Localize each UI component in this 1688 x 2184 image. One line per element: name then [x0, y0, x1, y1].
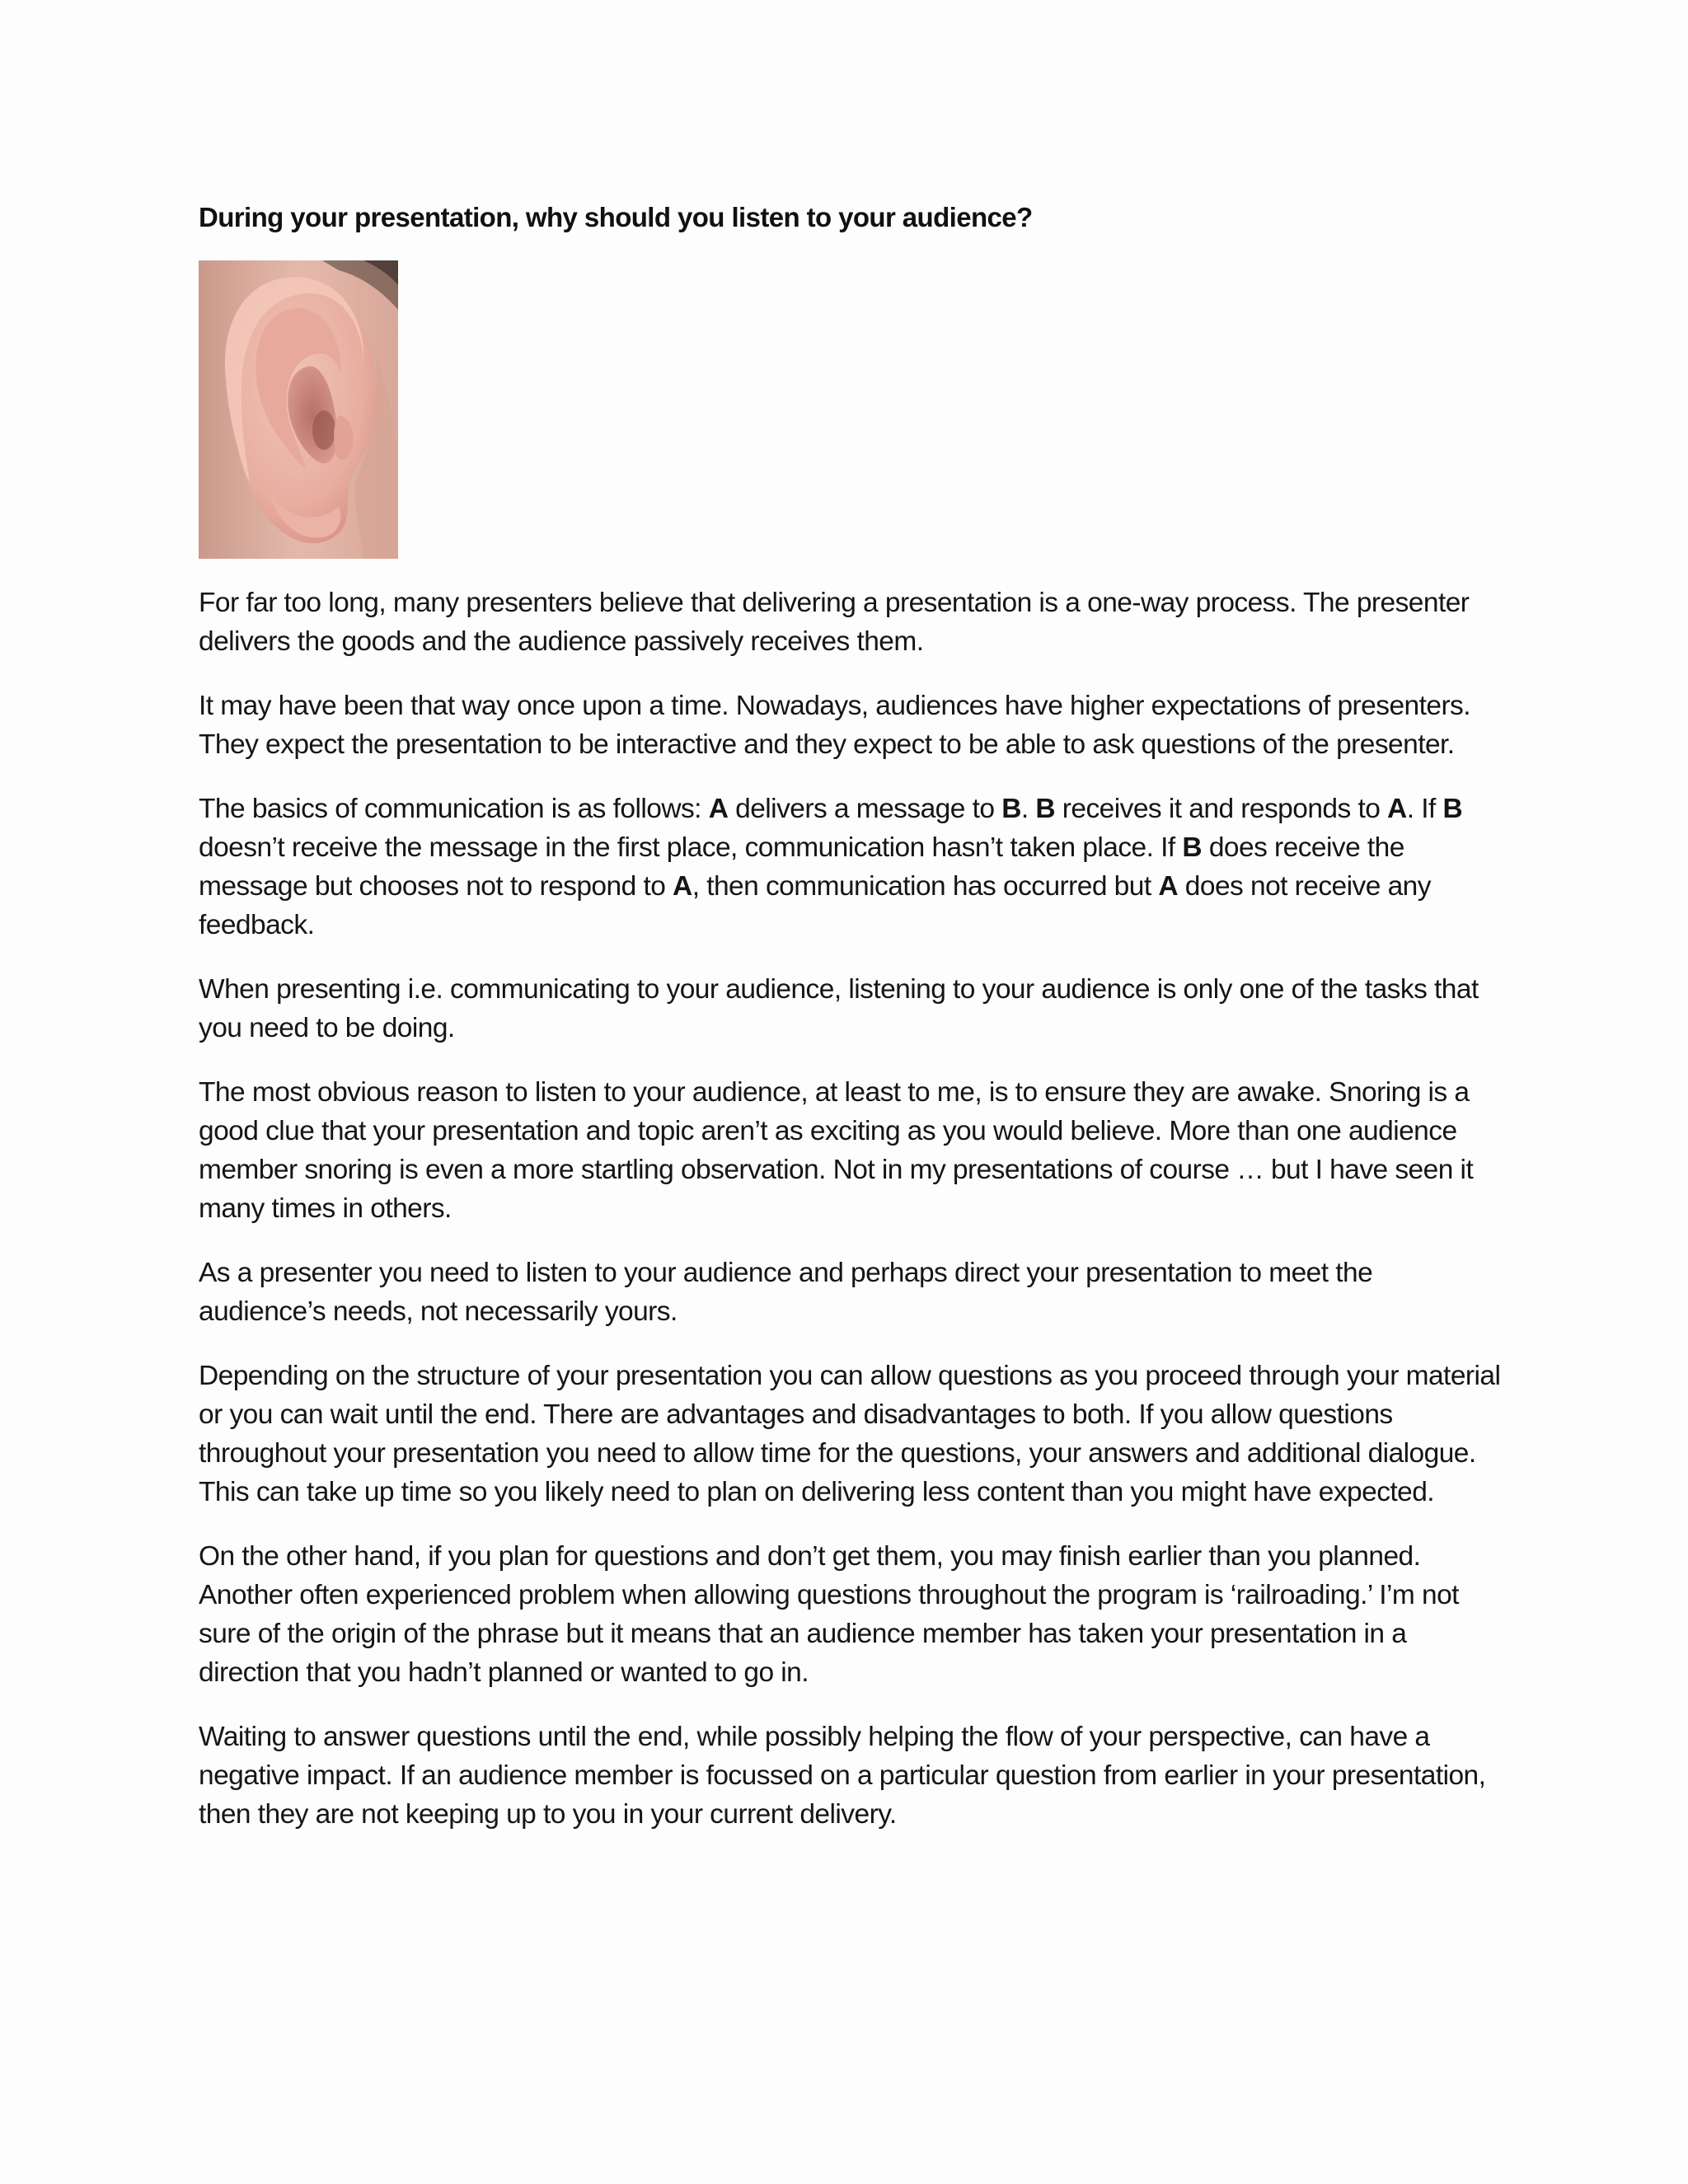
bold-letter-b: B — [1182, 832, 1203, 863]
bold-letter-a: A — [1158, 871, 1179, 902]
paragraph: The most obvious reason to listen to your audience, at least to me, is to ensure they are awake. Snoring is a good clue that your presentation and topic aren’t as exciting as you would believe. More than one audience member snoring is even a more startling observation. Not in my presentations of course … but I have seen it many times in others. — [199, 1077, 1474, 1224]
paragraph: For far too long, many presenters believe that delivering a presentation is a one-way process. The presenter delivers the goods and the audience passively receives them. — [199, 588, 1470, 657]
article-body — [199, 583, 1501, 1834]
bold-letter-a: A — [708, 794, 729, 824]
bold-letter-b: B — [1035, 794, 1056, 824]
text-run: does receive the message but chooses not to respond to — [199, 832, 1404, 902]
paragraph: It may have been that way once upon a time. Nowadays, audiences have higher expectations of presenters. They expect the presentation to be interactive and they expect to be able to ask questions of the presenter. — [199, 691, 1471, 760]
paragraph: Waiting to answer questions until the end, while possibly helping the flow of your perspective, can have a negative impact. If an audience member is focussed on a particular question from earlier in your presentation, then they are not keeping up to you in your current delivery. — [199, 1722, 1486, 1830]
text-run: receives it and responds to — [1055, 794, 1388, 824]
ear-icon — [199, 260, 398, 559]
bold-letter-a: A — [673, 871, 692, 902]
text-run: , then communication has occurred but — [692, 871, 1159, 902]
text-run: . If — [1406, 794, 1443, 824]
paragraph: When presenting i.e. communicating to your audience, listening to your audience is only one of the tasks that you need to be doing. — [199, 974, 1479, 1043]
paragraph: As a presenter you need to listen to your audience and perhaps direct your presentation to meet the audience’s needs, not necessarily yours. — [199, 1258, 1373, 1327]
text-run: doesn’t receive the message in the first place, communication hasn’t taken place. If — [199, 832, 1183, 863]
paragraph: On the other hand, if you plan for questions and don’t get them, you may finish earlier than you planned. Another often experienced problem when allowing questions throughout the program is ‘railroading.’ I’m not sure of the origin of the phrase but it means that an audience member has taken your presentation in a direction that you hadn’t planned or wanted to go in. — [199, 1541, 1459, 1688]
paragraph-communication-basics — [199, 790, 1501, 944]
text-run: The basics of communication is as follows: — [199, 794, 709, 824]
text-run: . — [1020, 794, 1036, 824]
text-run: does not receive any feedback. — [199, 871, 1431, 940]
bold-letter-a: A — [1387, 794, 1407, 824]
page-title: During your presentation, why should you listen to your audience? — [199, 202, 1033, 232]
paragraph: Depending on the structure of your presentation you can allow questions as you proceed through your material or you can wait until the end. There are advantages and disadvantages to both. If you allow questions throughout your presentation you need to allow time for the questions, your answers and additional dialogue. This can take up time so you likely need to plan on delivering less content than you might have expected. — [199, 1361, 1501, 1507]
bold-letter-b: B — [1001, 794, 1021, 824]
document-content — [199, 201, 1501, 1859]
bold-letter-b: B — [1442, 794, 1463, 824]
ear-photo — [199, 260, 398, 559]
text-run: delivers a message to — [728, 794, 1002, 824]
